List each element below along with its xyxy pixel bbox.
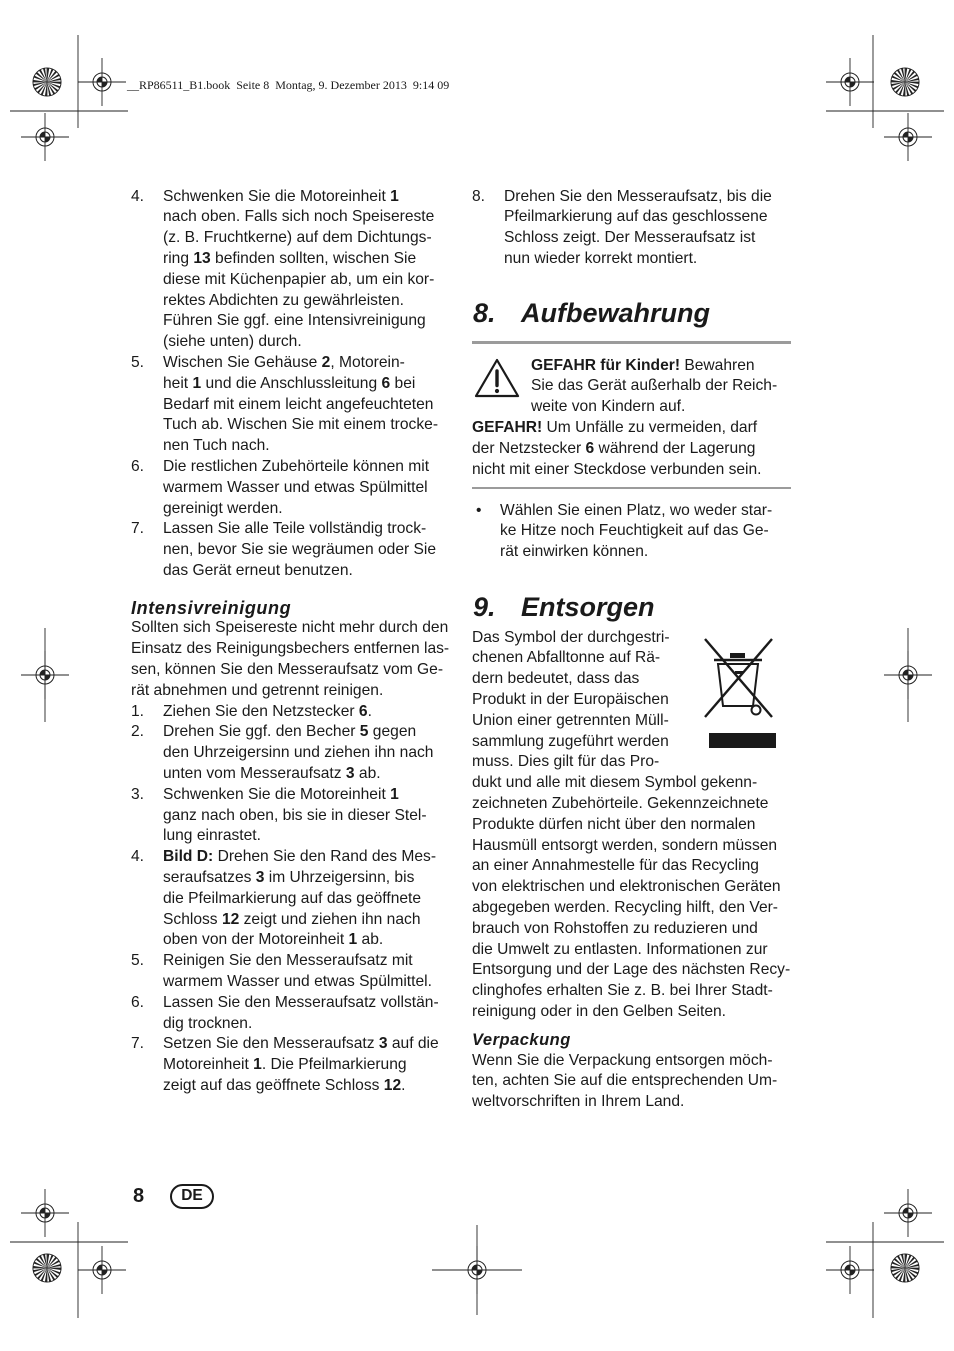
bold-run: GEFAHR! bbox=[472, 419, 543, 436]
item-text bbox=[504, 187, 792, 270]
step-number: 5. bbox=[131, 353, 145, 371]
text-line: brauch von Rohstoffen zu reduzieren und bbox=[472, 919, 758, 937]
text-run: Schloss bbox=[163, 910, 222, 928]
text-run: und die Anschlussleitung bbox=[201, 374, 382, 392]
item-text bbox=[163, 702, 453, 723]
step-number: 7. bbox=[131, 520, 145, 538]
bold-run: 6 bbox=[381, 374, 391, 392]
care-step bbox=[472, 187, 792, 270]
registration-crosshair-icon bbox=[21, 651, 69, 699]
bold-run: 6 bbox=[358, 702, 368, 720]
text-line: rät einwirken können. bbox=[500, 543, 649, 561]
bold-run: 13 bbox=[193, 249, 211, 267]
text-run: Drehen Sie ggf. den Becher bbox=[163, 723, 360, 741]
text-run: während der Lagerung bbox=[594, 439, 756, 457]
registration-crosshair-icon bbox=[826, 58, 874, 106]
bold-run: 1 bbox=[348, 931, 358, 949]
text-line: Das Symbol der durchgestri- bbox=[472, 628, 670, 646]
text-line bbox=[163, 374, 453, 395]
intensive-cleaning-step bbox=[131, 993, 453, 1035]
text-line: Tuch ab. Wischen Sie mit einem trocke- bbox=[163, 416, 439, 434]
text-line: warmem Wasser und etwas Spülmittel bbox=[163, 478, 428, 496]
text-run: auf die bbox=[387, 1035, 439, 1053]
text-run: Motoreinheit bbox=[163, 1056, 254, 1074]
disposal-section-heading bbox=[472, 590, 792, 624]
text-line: nen Tuch nach. bbox=[163, 437, 270, 455]
bold-run: 2 bbox=[321, 353, 331, 371]
item-text bbox=[163, 951, 453, 993]
text-line: ganz nach oben, bis sie in dieser Stel- bbox=[163, 806, 427, 824]
text-line: diese mit Küchenpapier ab, um ein kor- bbox=[163, 270, 435, 288]
text-line: von elektrischen und elektronischen Geräten bbox=[472, 878, 781, 896]
text-run: unten vom Messeraufsatz bbox=[163, 764, 346, 782]
text-line bbox=[163, 1076, 453, 1097]
item-text bbox=[163, 1034, 453, 1096]
page-number: 8 bbox=[133, 1185, 145, 1207]
bold-run: GEFAHR für Kinder! bbox=[531, 356, 681, 374]
registration-crosshair-icon bbox=[884, 113, 932, 161]
text-line bbox=[163, 930, 453, 951]
intensive-cleaning-step bbox=[131, 702, 453, 723]
text-line: Drehen Sie den Messeraufsatz, bis die bbox=[504, 187, 772, 205]
intensive-cleaning-step bbox=[131, 785, 453, 847]
text-line: rät abnehmen und getrennt reinigen. bbox=[131, 681, 384, 699]
text-run: . bbox=[401, 1076, 406, 1094]
text-line: die Umwelt zu entlasten. Informationen zur bbox=[472, 940, 768, 958]
intensive-cleaning-heading: Intensivreinigung bbox=[131, 597, 292, 618]
text-run: der Netzstecker bbox=[472, 439, 586, 457]
text-line bbox=[163, 249, 453, 270]
step-number: 4. bbox=[131, 848, 145, 866]
care-step bbox=[131, 187, 453, 353]
item-text bbox=[500, 501, 792, 563]
text-run: im Uhrzeigersinn, bis bbox=[264, 868, 415, 886]
text-line: dern bedeutet, dass das bbox=[472, 670, 640, 688]
step-number: 4. bbox=[131, 187, 145, 205]
bold-run: 5 bbox=[359, 723, 369, 741]
text-line: ten, achten Sie auf die entsprechenden Um- bbox=[472, 1072, 778, 1090]
text-line: Wenn Sie die Verpackung entsorgen möch- bbox=[472, 1051, 773, 1069]
text-line: Bedarf mit einem leicht angefeuchteten bbox=[163, 395, 434, 413]
text-run: seraufsatzes bbox=[163, 868, 256, 886]
text-run: Wischen Sie Gehäuse bbox=[163, 353, 322, 371]
intensive-cleaning-step bbox=[131, 951, 453, 993]
text-line: weite von Kindern auf. bbox=[531, 398, 686, 416]
text-run: ring bbox=[163, 249, 194, 267]
text-run: Schwenken Sie die Motoreinheit bbox=[163, 187, 391, 205]
section-number: 9. bbox=[473, 592, 496, 622]
storage-section-heading bbox=[472, 296, 792, 330]
bold-run: 6 bbox=[585, 439, 595, 457]
care-step bbox=[131, 353, 453, 457]
text-line: das Gerät erneut benutzen. bbox=[163, 561, 353, 579]
text-line bbox=[163, 353, 453, 374]
text-line: Wählen Sie einen Platz, wo weder star- bbox=[500, 501, 773, 519]
text-line: dukt und alle mit diesem Symbol gekenn- bbox=[472, 774, 758, 792]
text-line bbox=[163, 1055, 453, 1076]
storage-tips-list bbox=[472, 501, 792, 563]
text-run: Um Unfälle zu vermeiden, darf bbox=[542, 419, 758, 436]
item-text bbox=[163, 993, 453, 1035]
text-line: muss. Dies gilt für das Pro- bbox=[472, 753, 660, 771]
warning-box-top-rule bbox=[472, 341, 791, 344]
text-line: chenen Abfalltonne auf Rä- bbox=[472, 649, 661, 667]
bold-run: 3 bbox=[345, 764, 355, 782]
text-line: (siehe unten) durch. bbox=[163, 333, 302, 351]
text-line: Hausmüll entsorgt werden, sondern müssen bbox=[472, 836, 778, 854]
step-number: 6. bbox=[131, 457, 145, 475]
registration-sunburst-icon bbox=[33, 1254, 61, 1282]
text-line: zeichneten Zubehörteile. Gekennzeichnete bbox=[472, 794, 769, 812]
text-line: Reinigen Sie den Messeraufsatz mit bbox=[163, 952, 413, 970]
registration-crosshair-icon bbox=[21, 1189, 69, 1237]
packaging-text bbox=[472, 1051, 792, 1113]
text-run: ab. bbox=[354, 764, 381, 782]
text-line: Lassen Sie alle Teile vollständig trock- bbox=[163, 520, 427, 538]
text-line: Sollten sich Speisereste nicht mehr durch den bbox=[131, 619, 449, 637]
step-number: 2. bbox=[131, 723, 145, 741]
registration-crosshair-icon bbox=[21, 113, 69, 161]
bold-run: 1 bbox=[390, 785, 399, 803]
text-line: Einsatz des Reinigungsbechers entfernen las- bbox=[131, 640, 450, 658]
bold-run: 1 bbox=[192, 374, 202, 392]
warning-plug-text bbox=[472, 418, 792, 480]
step-number: 1. bbox=[131, 702, 145, 720]
text-line bbox=[163, 764, 453, 785]
bold-run: 1 bbox=[390, 187, 399, 205]
registration-crosshair-icon bbox=[78, 58, 126, 106]
text-line: sammlung zugeführt werden bbox=[472, 732, 669, 750]
text-run: . Die Pfeilmarkierung bbox=[261, 1056, 407, 1074]
intensive-cleaning-step bbox=[131, 722, 453, 784]
text-run: bei bbox=[390, 374, 416, 392]
text-line: die Pfeilmarkierung auf das geöffnete bbox=[163, 889, 422, 907]
bullet-marker: • bbox=[476, 501, 482, 519]
section-title: Entsorgen bbox=[521, 592, 655, 622]
text-line: den Uhrzeigersinn und ziehen ihn nach bbox=[163, 744, 434, 762]
warning-children-text bbox=[531, 356, 793, 418]
text-line: reinigung oder in den Gelben Seiten. bbox=[472, 1002, 727, 1020]
text-run: Bewahren bbox=[680, 356, 755, 374]
text-line: rektes Abdichten zu gewährleisten. bbox=[163, 291, 404, 309]
text-line: (z. B. Fruchtkerne) auf dem Dichtungs- bbox=[163, 229, 432, 247]
text-line: abgegeben werden. Recycling hilft, den Ver- bbox=[472, 898, 779, 916]
text-run: Ziehen Sie den Netzstecker bbox=[163, 702, 359, 720]
care-steps-list bbox=[131, 187, 453, 582]
step-number: 6. bbox=[131, 993, 145, 1011]
item-text bbox=[163, 785, 453, 847]
registration-crosshair-icon bbox=[78, 1246, 126, 1294]
item-text bbox=[163, 187, 453, 353]
disposal-text bbox=[472, 628, 792, 1023]
text-line: warmem Wasser und etwas Spülmittel. bbox=[163, 972, 432, 990]
text-run: oben von der Motoreinheit bbox=[163, 931, 349, 949]
print-slug: __RP86511_B1.book Seite 8 Montag, 9. Dezember 2013 9:14 09 bbox=[127, 78, 450, 92]
intensive-cleaning-intro bbox=[131, 618, 453, 701]
text-line bbox=[472, 418, 792, 439]
section-title: Aufbewahrung bbox=[521, 298, 710, 328]
text-line bbox=[163, 868, 453, 889]
registration-sunburst-icon bbox=[33, 68, 61, 96]
text-line: ke Hitze noch Feuchtigkeit auf das Ge- bbox=[500, 522, 769, 540]
intensive-cleaning-step bbox=[131, 1034, 453, 1096]
text-line bbox=[531, 356, 793, 377]
registration-crosshair-icon bbox=[453, 1246, 501, 1294]
text-line bbox=[163, 1034, 453, 1055]
warning-triangle-icon bbox=[474, 357, 520, 399]
bold-run: 12 bbox=[383, 1076, 402, 1094]
text-line: Pfeilmarkierung auf das geschlossene bbox=[504, 208, 768, 226]
care-steps-list-continued bbox=[472, 187, 792, 270]
step-number: 5. bbox=[131, 952, 145, 970]
text-line: Produkte dürfen nicht über den normalen bbox=[472, 815, 756, 833]
text-run: zeigt und ziehen ihn nach bbox=[239, 910, 421, 928]
care-step bbox=[131, 519, 453, 581]
text-line bbox=[472, 439, 792, 460]
text-run: befinden sollten, wischen Sie bbox=[210, 249, 417, 267]
text-run: . bbox=[367, 702, 372, 720]
bold-run: Bild D: bbox=[163, 848, 214, 866]
text-line bbox=[163, 847, 453, 868]
text-line: lung einrastet. bbox=[163, 827, 261, 845]
text-run: heit bbox=[163, 374, 193, 392]
text-line: dig trocknen. bbox=[163, 1014, 253, 1032]
registration-crosshair-icon bbox=[884, 1189, 932, 1237]
text-run: Setzen Sie den Messeraufsatz bbox=[163, 1035, 379, 1053]
text-run: , Motorein- bbox=[330, 353, 405, 371]
packaging-heading: Verpackung bbox=[472, 1030, 571, 1049]
text-run: ab. bbox=[357, 931, 384, 949]
text-line: clinghofes erhalten Sie z. B. bei Ihrer Stadt- bbox=[472, 982, 773, 1000]
text-run: Drehen Sie den Rand des Mes- bbox=[213, 848, 437, 866]
text-line: gereinigt werden. bbox=[163, 499, 283, 517]
bold-run: 1 bbox=[253, 1056, 262, 1074]
registration-sunburst-icon bbox=[891, 68, 919, 96]
step-number: 7. bbox=[131, 1035, 145, 1053]
text-line: Lassen Sie den Messeraufsatz vollstän- bbox=[163, 993, 439, 1011]
item-text bbox=[163, 457, 453, 519]
text-line: an einer Annahmestelle für das Recycling bbox=[472, 857, 759, 875]
intensive-cleaning-step bbox=[131, 847, 453, 951]
text-line: Schloss zeigt. Der Messeraufsatz ist bbox=[504, 229, 756, 247]
text-line bbox=[163, 785, 453, 806]
registration-sunburst-icon bbox=[891, 1254, 919, 1282]
text-line bbox=[163, 702, 453, 723]
text-line: nun wieder korrekt montiert. bbox=[504, 249, 698, 267]
text-line: weltvorschriften in Ihrem Land. bbox=[472, 1093, 685, 1111]
item-text bbox=[163, 847, 453, 951]
storage-tip bbox=[472, 501, 792, 563]
text-run: zeigt auf das geöffnete Schloss bbox=[163, 1076, 384, 1094]
text-line bbox=[163, 187, 453, 208]
intensive-cleaning-steps-list bbox=[131, 702, 453, 1097]
text-line bbox=[163, 910, 453, 931]
registration-crosshair-icon bbox=[826, 1246, 874, 1294]
bold-run: 12 bbox=[221, 910, 240, 928]
text-line: nicht mit einer Steckdose verbunden sein. bbox=[472, 460, 762, 478]
text-run: Schwenken Sie die Motoreinheit bbox=[163, 785, 391, 803]
item-text bbox=[163, 722, 453, 784]
care-step bbox=[131, 457, 453, 519]
text-line: Führen Sie ggf. eine Intensivreinigung bbox=[163, 312, 426, 330]
warning-box-bottom-rule bbox=[472, 487, 791, 489]
text-run: gegen bbox=[368, 723, 417, 741]
bold-run: 3 bbox=[378, 1035, 388, 1053]
text-line: nen, bevor Sie sie wegräumen oder Sie bbox=[163, 541, 437, 559]
item-text bbox=[163, 353, 453, 457]
text-line: Die restlichen Zubehörteile können mit bbox=[163, 457, 430, 475]
text-line: Entsorgung und der Lage des nächsten Recy- bbox=[472, 961, 791, 979]
text-line: sen, können Sie den Messeraufsatz vom Ge- bbox=[131, 660, 444, 678]
text-line bbox=[163, 722, 453, 743]
text-line: Sie das Gerät außerhalb der Reich- bbox=[531, 377, 778, 395]
text-line: nach oben. Falls sich noch Speisereste bbox=[163, 208, 435, 226]
step-number: 8. bbox=[472, 187, 486, 205]
section-number: 8. bbox=[473, 298, 496, 328]
item-text bbox=[163, 519, 453, 581]
bold-run: 3 bbox=[255, 868, 265, 886]
text-line: Produkt in der Europäischen bbox=[472, 690, 669, 708]
language-badge: DE bbox=[170, 1184, 214, 1209]
registration-crosshair-icon bbox=[884, 651, 932, 699]
step-number: 3. bbox=[131, 785, 145, 803]
text-line: Union einer getrennten Müll- bbox=[472, 711, 669, 729]
